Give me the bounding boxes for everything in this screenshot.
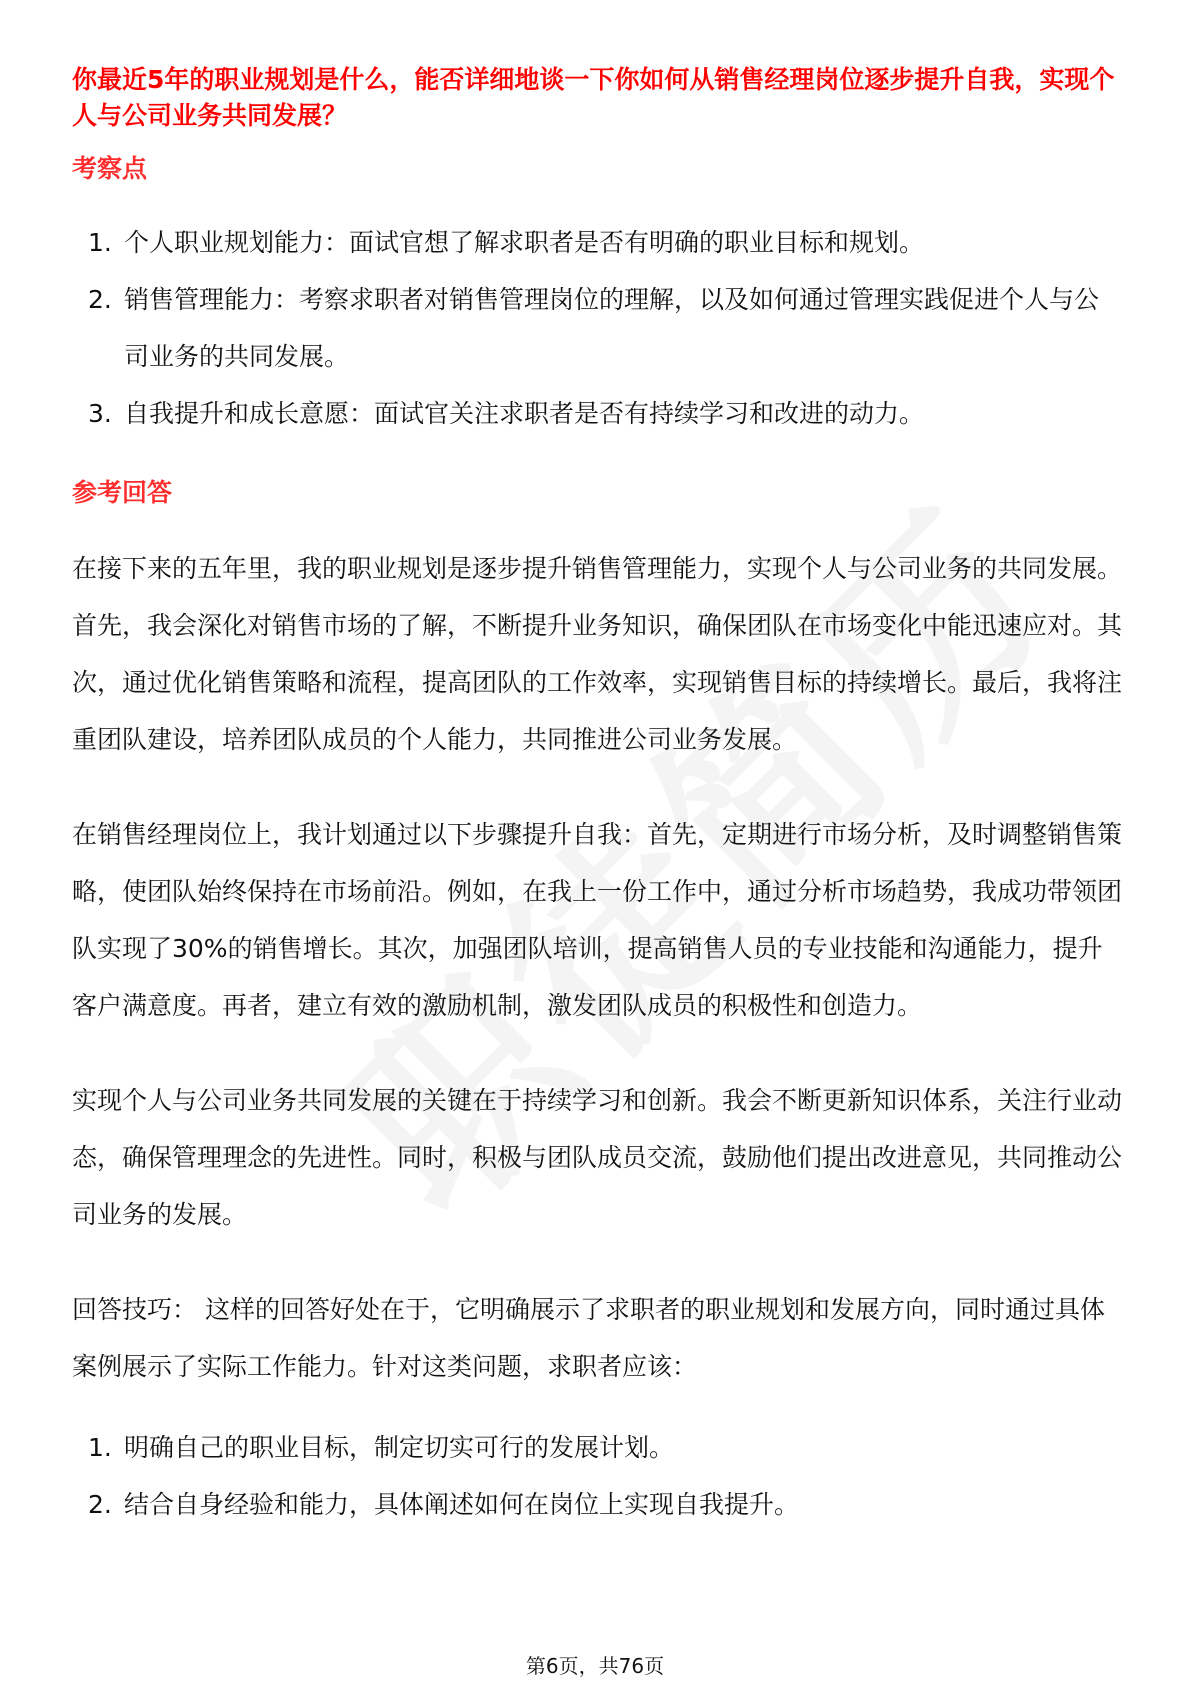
question-heading: 你最近5年的职业规划是什么，能否详细地谈一下你如何从销售经理岗位逐步提升自我，实现个人与公司业务共同发展？ — [72, 65, 1115, 130]
list-item — [72, 271, 1122, 385]
list-item-text: 销售管理能力：考察求职者对销售管理岗位的理解，以及如何通过管理实践促进个人与公司业务的共同发展。 — [124, 285, 1100, 371]
answer-paragraph: 在接下来的五年里，我的职业规划是逐步提升销售管理能力，实现个人与公司业务的共同发展。首先，我会深化对销售市场的了解，不断提升业务知识，确保团队在市场变化中能迅速应对。其次，通过优化销售策略和流程，提高团队的工作效率，实现销售目标的持续增长。最后，我将注重团队建设，培养团队成员的个人能力，共同推进公司业务发展。 — [72, 554, 1123, 754]
list-item-number: 2. — [88, 1490, 112, 1519]
list-item-number: 2. — [88, 285, 112, 314]
list-item — [72, 385, 1122, 442]
criteria-list — [72, 214, 1122, 442]
list-item-text: 自我提升和成长意愿：面试官关注求职者是否有持续学习和改进的动力。 — [124, 399, 925, 428]
list-item — [72, 1476, 1122, 1533]
list-item-number: 1. — [88, 228, 112, 257]
list-item-text: 个人职业规划能力：面试官想了解求职者是否有明确的职业目标和规划。 — [124, 228, 925, 257]
tips-list — [72, 1419, 1122, 1533]
page-footer: 第6页，共76页 — [525, 1654, 665, 1678]
list-item-number: 1. — [88, 1433, 112, 1462]
list-item-number: 3. — [88, 399, 112, 428]
list-item-text: 明确自己的职业目标，制定切实可行的发展计划。 — [124, 1433, 675, 1462]
answer-section-title: 参考回答 — [72, 478, 173, 507]
list-item-text: 结合自身经验和能力，具体阐述如何在岗位上实现自我提升。 — [124, 1490, 800, 1519]
list-item — [72, 214, 1122, 271]
answer-paragraph: 在销售经理岗位上，我计划通过以下步骤提升自我：首先，定期进行市场分析，及时调整销售策略，使团队始终保持在市场前沿。例如，在我上一份工作中，通过分析市场趋势，我成功带领团队实现了30%的销售增长。其次，加强团队培训，提高销售人员的专业技能和沟通能力，提升客户满意度。再者，建立有效的激励机制，激发团队成员的积极性和创造力。 — [72, 820, 1123, 1020]
page-content — [72, 62, 1122, 1533]
list-item — [72, 1419, 1122, 1476]
answer-paragraph: 实现个人与公司业务共同发展的关键在于持续学习和创新。我会不断更新知识体系，关注行业动态，确保管理理念的先进性。同时，积极与团队成员交流，鼓励他们提出改进意见，共同推动公司业务的发展。 — [72, 1086, 1123, 1229]
answer-tips-paragraph: 回答技巧： 这样的回答好处在于，它明确展示了求职者的职业规划和发展方向，同时通过具体案例展示了实际工作能力。针对这类问题，求职者应该： — [72, 1295, 1105, 1381]
criteria-section-title: 考察点 — [72, 154, 148, 183]
